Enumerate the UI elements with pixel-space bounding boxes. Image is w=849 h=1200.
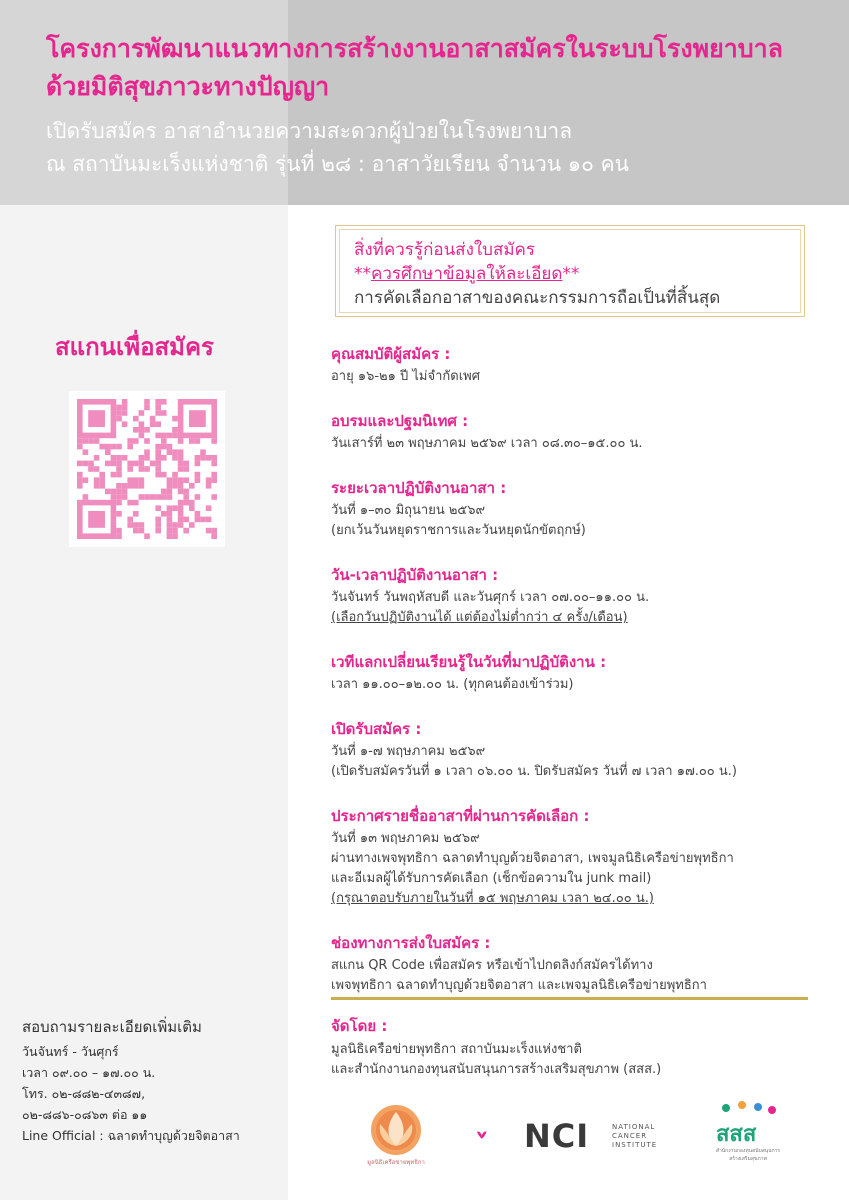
section-line: (ยกเว้นวันหยุดราชการและวันหยุดนักขัตฤกษ์) [331,523,586,538]
nci-logo-text: NCI [524,1117,590,1155]
section-registration [331,718,831,782]
section-line: วันที่ ๑–๓๐ มิถุนายน ๒๕๖๙ [331,503,486,518]
section-line: สแกน QR Code เพื่อสมัคร หรือเข้าไปกดลิงก์สมัครได้ทาง [331,958,653,973]
notice-asterisks: ** [562,264,580,284]
section-line: (กรุณาตอบรับภายในวันที่ ๑๕ พฤษภาคม เวลา ๒๔.๐๐ น.) [331,891,654,906]
page-title-line: โครงการพัฒนาแนวทางการสร้างงานอาสาสมัครในระบบโรงพยาบาล [46,34,783,63]
buddhika-logo-caption: มูลนิธิเครือข่ายพุทธิกา [367,1159,425,1166]
section-heading: ช่องทางการส่งใบสมัคร : [331,934,491,952]
section-line: ผ่านทางเพจพุทธิกา ฉลาดทำบุญด้วยจิตอาสา, เพจมูลนิธิเครือข่ายพุทธิกา [331,851,734,866]
contact-line: โทร. ๐๒-๘๘๒-๔๓๘๗, [22,1086,146,1101]
page-subtitle-line: เปิดรับสมัคร อาสาอำนวยความสะดวกผู้ป่วยในโรงพยาบาล [46,119,573,143]
section-line: เพจพุทธิกา ฉลาดทำบุญด้วยจิตอาสา และเพจมูลนิธิเครือข่ายพุทธิกา [331,978,707,993]
nci-logo-subtext-line: INSTITUTE [612,1141,658,1149]
organizers [331,1015,811,1080]
nci-logo-subtext-line: NATIONAL [612,1123,656,1131]
notice-line-3: การคัดเลือกอาสาของคณะกรรมการถือเป็นที่สิ้นสุด [354,288,721,308]
organizers-line: และสำนักงานกองทุนสนับสนุนการสร้างเสริมสุขภาพ (สสส.) [331,1062,662,1077]
thaihealth-logo-subtext: สำนักงานกองทุนสนับสนุนการสร้างเสริมสุขภาพ [715,1148,781,1162]
section-line: วันจันทร์ วันพฤหัสบดี และวันศุกร์ เวลา ๐๗.๐๐–๑๑.๐๐ น. [331,590,650,605]
section-orientation [331,410,831,454]
page-subtitle [46,115,836,181]
contact-line: ๐๒-๘๘๖-๐๘๖๓ ต่อ ๑๑ [22,1107,148,1122]
section-line: วันเสาร์ที่ ๒๓ พฤษภาคม ๒๕๖๙ เวลา ๐๘.๓๐–๑๕.๐๐ น. [331,436,643,451]
nci-logo-subtext [612,1123,657,1150]
section-line: วันที่ ๑๓ พฤษภาคม ๒๕๖๙ [331,831,480,846]
contact-info [22,1016,282,1146]
thaihealth-logo-text: สสส [716,1122,757,1147]
organizers-line: มูลนิธิเครือข่ายพุทธิกา สถาบันมะเร็งแห่งชาติ [331,1042,582,1057]
section-line: อายุ ๑๖-๒๑ ปี ไม่จำกัดเพศ [331,369,480,384]
section-qualifications [331,343,831,387]
nci-logo-icon [476,1115,526,1155]
contact-heading: สอบถามรายละเอียดเพิ่มเติม [22,1018,202,1036]
notice-underlined: ควรศึกษาข้อมูลให้ละเอียด [371,264,563,284]
section-channels [331,932,831,996]
section-line: (เปิดรับสมัครวันที่ ๑ เวลา ๐๖.๐๐ น. ปิดรับสมัคร วันที่ ๗ เวลา ๑๗.๐๐ น.) [331,764,737,779]
organizers-heading: จัดโดย : [331,1017,388,1035]
notice-box-inner [339,229,801,313]
section-heading: ระยะเวลาปฏิบัติงานอาสา : [331,479,507,497]
divider [331,997,808,1000]
contact-line: เวลา ๐๙.๐๐ – ๑๗.๐๐ น. [22,1065,156,1080]
section-heading: เวทีแลกเปลี่ยนเรียนรู้ในวันที่มาปฏิบัติงาน : [331,653,607,671]
section-line: วันที่ ๑-๗ พฤษภาคม ๒๕๖๙ [331,744,486,759]
section-line: (เลือกวันปฏิบัติงานได้ แต่ต้องไม่ต่ำกว่า ๔ ครั้ง/เดือน) [331,610,628,625]
notice-box [335,225,805,317]
nci-logo-subtext-line: CANCER [612,1132,648,1140]
notice-line-1: สิ่งที่ควรรู้ก่อนส่งใบสมัคร [354,240,536,260]
notice-line-2 [354,262,786,286]
section-heading: เปิดรับสมัคร : [331,720,422,738]
section-heading: คุณสมบัติผู้สมัคร : [331,345,451,363]
section-learning-forum [331,651,831,695]
info-sections [331,343,831,1019]
section-heading: วัน-เวลาปฏิบัติงานอาสา : [331,566,499,584]
section-announcement [331,805,831,909]
notice-asterisks: ** [354,264,371,284]
section-line: เวลา ๑๑.๐๐–๑๒.๐๐ น. (ทุกคนต้องเข้าร่วม) [331,677,574,692]
contact-line: วันจันทร์ - วันศุกร์ [22,1044,119,1059]
qr-code[interactable] [69,391,225,547]
page-subtitle-line: ณ สถาบันมะเร็งแห่งชาติ รุ่นที่ ๒๘ : อาสาวัยเรียน จำนวน ๑๐ คน [46,152,630,176]
section-heading: อบรมและปฐมนิเทศ : [331,412,469,430]
section-heading: ประกาศรายชื่ออาสาที่ผ่านการคัดเลือก : [331,807,590,825]
section-line: และอีเมลผู้ได้รับการคัดเลือก (เช็กข้อความใน junk mail) [331,871,652,886]
section-period [331,477,831,541]
scan-to-apply-label: สแกนเพื่อสมัคร [55,333,214,361]
page-title [46,30,836,106]
qr-code-icon [69,391,225,547]
page-title-line: ด้วยมิติสุขภาวะทางปัญญา [46,72,330,101]
contact-line: Line Official : ฉลาดทำบุญด้วยจิตอาสา [22,1128,240,1143]
section-schedule [331,564,831,628]
